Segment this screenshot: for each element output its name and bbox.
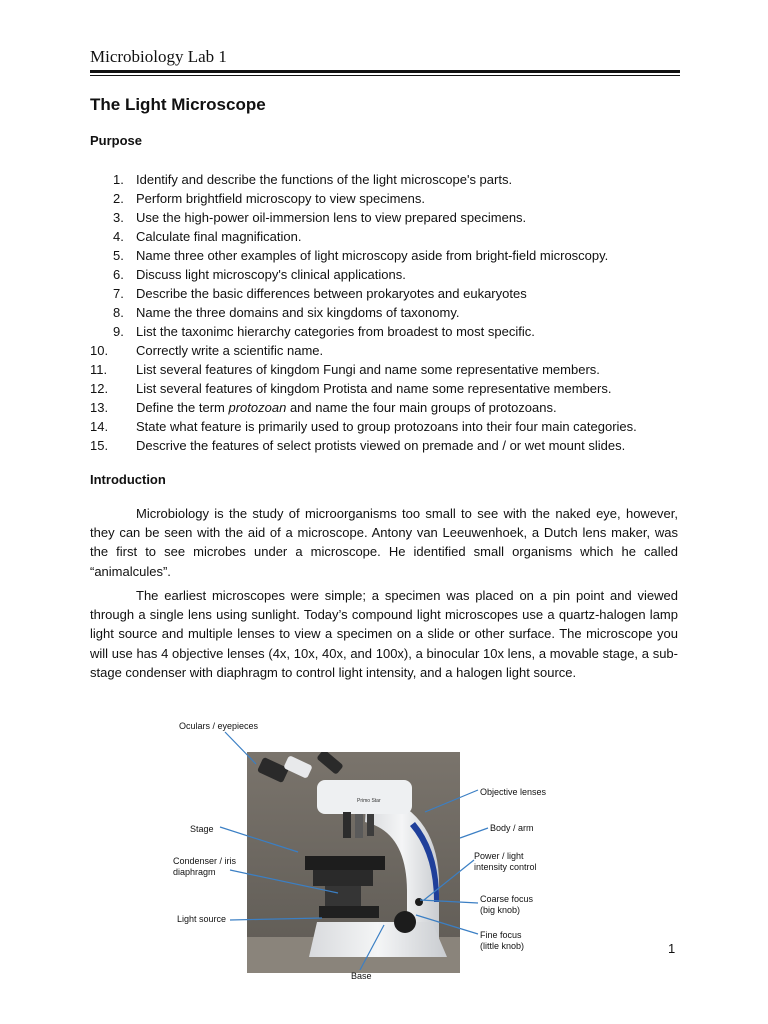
item-number: 11. (90, 362, 108, 377)
list-item (90, 303, 690, 322)
item-text (136, 398, 557, 417)
list-item (90, 284, 690, 303)
list-item (90, 360, 690, 379)
document-title: The Light Microscope (90, 95, 266, 114)
label-fine-line2: (little knob) (480, 941, 525, 951)
list-item (90, 265, 690, 284)
item-number: 3. (113, 210, 124, 225)
label-coarse-line1: Coarse focus (480, 894, 534, 904)
item-number: 7. (113, 286, 124, 301)
item-number: 6. (113, 267, 124, 282)
item-number: 9. (113, 324, 124, 339)
item-number: 15. (90, 438, 109, 453)
item-text: Correctly write a scientific name. (136, 343, 324, 358)
list-item (90, 189, 690, 208)
label-body-arm: Body / arm (490, 823, 534, 833)
list-item (90, 246, 690, 265)
list-item (90, 341, 690, 360)
label-condenser-line1: Condenser / iris (173, 856, 237, 866)
list-item (90, 208, 690, 227)
list-item (90, 398, 690, 417)
list-item (90, 227, 690, 246)
label-fine-focus (480, 930, 524, 952)
item-text: Use the high-power oil-immersion lens to view prepared specimens. (136, 210, 527, 225)
item-number: 10. (90, 343, 109, 358)
leader-body (460, 828, 488, 838)
item-text: State what feature is primarily used to group protozoans into their four main categories. (136, 419, 637, 434)
item-number: 4. (113, 229, 124, 244)
running-header (90, 46, 680, 68)
item-text-after: and name the four main groups of protozoans. (286, 400, 557, 415)
item-text: Identify and describe the functions of the light microscope's parts. (136, 172, 513, 187)
item-number: 5. (113, 248, 124, 263)
item-text: Describe the basic differences between prokaryotes and eukaryotes (136, 286, 527, 301)
label-power-line1: Power / light (474, 851, 524, 861)
leader-base (360, 925, 384, 970)
list-item (90, 170, 690, 189)
leader-power (424, 860, 474, 900)
item-text-emphasis: protozoan (228, 400, 287, 415)
label-light-source: Light source (177, 914, 227, 924)
list-item (90, 379, 690, 398)
item-text: Descrive the features of select protists viewed on premade and / or wet mount slides. (136, 438, 626, 453)
list-item (90, 436, 690, 455)
item-number: 13. (90, 400, 109, 415)
item-text: List several features of kingdom Protista and name some representative members. (136, 381, 612, 396)
item-text: Perform brightfield microscopy to view specimens. (136, 191, 425, 206)
label-stage: Stage (190, 824, 214, 834)
item-number: 14. (90, 419, 109, 434)
label-coarse-line2: (big knob) (480, 905, 521, 915)
label-objective-lenses: Objective lenses (480, 787, 547, 797)
label-condenser-line2: diaphragm (173, 867, 216, 877)
item-text: Name the three domains and six kingdoms of taxonomy. (136, 305, 460, 320)
item-text: Name three other examples of light microscopy aside from bright-field microscopy. (136, 248, 609, 263)
microscope-figure (170, 712, 570, 987)
page-number: 1 (668, 941, 676, 956)
leader-coarse (420, 900, 478, 903)
list-item (90, 417, 690, 436)
leader-oculars (225, 732, 256, 764)
item-number: 1. (113, 172, 124, 187)
brand-label: Primo Star (357, 798, 381, 804)
item-text: Calculate final magnification. (136, 229, 302, 244)
leader-condenser (230, 870, 338, 893)
header-rule-thick (90, 70, 680, 73)
label-power (474, 851, 537, 873)
item-text: Discuss light microscopy's clinical applications. (136, 267, 406, 282)
item-number: 2. (113, 191, 124, 206)
label-condenser (173, 856, 236, 878)
list-item (90, 322, 690, 341)
leader-light-source (230, 918, 322, 920)
leader-stage (220, 827, 298, 852)
header-rule-thin (90, 75, 680, 76)
label-oculars: Oculars / eyepieces (179, 721, 259, 731)
item-text: List the taxonimc hierarchy categories from broadest to most specific. (136, 324, 535, 339)
purpose-heading: Purpose (90, 133, 143, 148)
label-base: Base (351, 971, 372, 981)
intro-paragraph-2: The earliest microscopes were simple; a specimen was placed on a pin point and viewed through a single lens using sunlight. Today’s compound light microscopes use a quartz-halogen lamp light source and multiple lenses to view a specimen on a slide or other surface. The microscope you will use has 4 objective lenses (4x, 10x, 40x, and 100x), a binocular 10x lens, a movable stage, a sub-stage condenser with diaphragm to control light intensity, and a halogen light source. (90, 588, 678, 680)
label-coarse-focus (480, 894, 533, 916)
purpose-list (90, 170, 690, 455)
intro-paragraph-1: Microbiology is the study of microorganisms too small to see with the naked eye, however, they can be seen with the aid of a microscope. Antony van Leeuwenhoek, a Dutch lens maker, was the first to see microbes under a microscope. He identified small organisms which he called “animalcules”. (90, 506, 678, 579)
item-number: 8. (113, 305, 124, 320)
item-number: 12. (90, 381, 109, 396)
item-text: List several features of kingdom Fungi and name some representative members. (136, 362, 600, 377)
header-title: Microbiology Lab 1 (90, 47, 227, 66)
introduction-heading: Introduction (90, 472, 166, 487)
label-fine-line1: Fine focus (480, 930, 522, 940)
leader-objective (425, 790, 478, 812)
label-power-line2: intensity control (474, 862, 537, 872)
item-text-before: Define the term (136, 400, 229, 415)
leader-fine (416, 915, 478, 934)
